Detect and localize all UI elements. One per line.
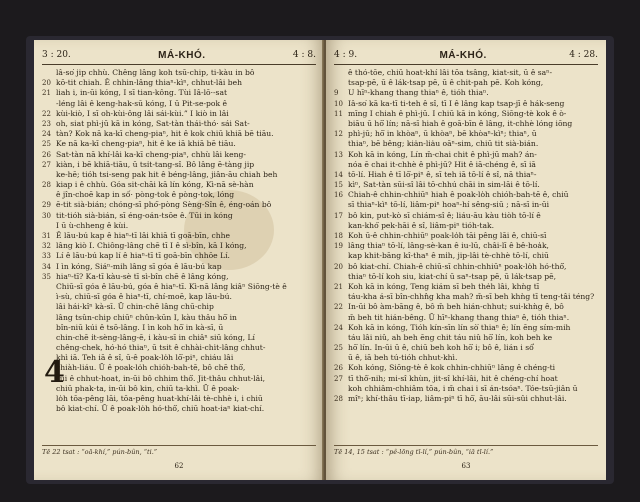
verse-number — [42, 221, 56, 231]
text-line — [334, 231, 598, 241]
text-line — [42, 78, 316, 88]
left-text-column — [42, 68, 316, 414]
text-line — [334, 302, 598, 312]
text-line — [42, 119, 316, 129]
line-text: I ū ù-chheng ê kùi. — [56, 220, 129, 230]
line-text: bô kin, put-kò sī chiám-sî ê; liáu-āu kàu tiòh tō-lí ê — [348, 210, 541, 220]
line-text: ū ê, iā beh tú-tióh chhut-khì. — [348, 353, 458, 363]
verse-number: 31 — [42, 232, 51, 240]
verse-number: 34 — [42, 262, 51, 271]
text-line — [42, 404, 316, 414]
text-line — [42, 333, 316, 343]
chapter-number: 4 — [44, 355, 65, 390]
text-line — [334, 353, 598, 363]
text-line — [42, 251, 316, 261]
text-line — [42, 150, 316, 160]
line-text: táu lâi niû, ah beh ēng chit táu niû hō͘ lín, koh beh ke — [348, 332, 553, 342]
text-line — [334, 363, 598, 373]
text-line — [42, 272, 316, 282]
verse-number — [334, 139, 348, 149]
line-text: Koh kā in kóng, Lín m̄-chai chit ê phì-jū mah? án- — [348, 149, 537, 159]
line-text: ì-sù, chiū-sī góa ê hiaⁿ-tī, chí-moē, kap lāu-bú. — [56, 292, 232, 302]
left-footnote: Tē 22 tsat : “oā-khí,” pún-bûn, “ti.” — [42, 445, 316, 456]
verse-number: 15 — [334, 181, 343, 190]
text-line — [334, 384, 598, 394]
line-text: kùi-kiò, I sī oh-kùi-ông lâi sái-kùi.” I kiò in lâi — [56, 108, 229, 118]
right-footnote: Tē 14, 15 tsat : “pê-lōng tī-lí,” pún-bûn, “iā tī-lí.” — [334, 445, 598, 456]
text-line — [42, 313, 316, 323]
line-text: lâ-so͘ jip chhù. Chêng lâng koh tsū-chip, ti-kàu in bô — [56, 68, 255, 77]
verse-number: 35 — [42, 272, 51, 281]
left-head-ref-end: 4 : 8. — [292, 50, 316, 60]
line-text: tsap-pē, ū ê lák-tsap pē, ū ê chit-pah pē. Koh kóng, — [348, 78, 544, 88]
verse-number: 20 — [334, 262, 343, 271]
line-text: Chiū-sī góa ê lāu-bú, góa ê hiaⁿ-tī. Kì-nā lâng kiâⁿ Siōng-tè ê — [56, 281, 287, 291]
verse-number: 26 — [42, 150, 51, 159]
verse-number — [334, 251, 348, 261]
verse-number: 27 — [334, 374, 343, 383]
right-head-ref-start: 4 : 9. — [334, 50, 358, 60]
line-text: sui ê chhut-hoat, in-ūi bô chhim thô͘. Jit-thâu chhut-lâi, — [56, 373, 266, 383]
text-line — [42, 200, 316, 210]
verse-number: 17 — [334, 211, 343, 220]
text-line — [334, 262, 598, 272]
verse-number — [42, 313, 56, 323]
verse-number: 28 — [334, 395, 343, 403]
verse-number: 26 — [334, 364, 343, 373]
line-text: ê thó-tōe, chiū hoat-khí lâi tōa tsâng, kiat-sit, ū ê saⁿ- — [348, 68, 553, 77]
text-line — [42, 170, 316, 180]
text-line — [42, 180, 316, 190]
text-line — [42, 221, 316, 231]
text-line — [334, 211, 598, 221]
text-line — [42, 190, 316, 200]
text-line — [42, 109, 316, 119]
line-text: tàn? Kok nā ka-kī cheng-piaⁿ, hit ê kok chiū khiā bē tiāu. — [56, 129, 274, 139]
right-text-column — [334, 68, 598, 404]
line-text: -léng lâi ê keng-hak-sū kóng, I ū Pit-se-pok ê — [56, 98, 227, 108]
text-line — [42, 262, 316, 272]
verse-number — [334, 313, 348, 323]
text-line — [334, 323, 598, 333]
line-text: thiaⁿ tō-lí koh siu, kiat-chí ū saⁿ-tsap pē, ū lák-tsap pē, — [348, 271, 557, 281]
verse-number: 18 — [334, 232, 343, 240]
text-line — [42, 323, 316, 333]
line-text: tit-tióh sià-bián, sī éng-oán-tsōe ê. Tūi in kóng — [56, 210, 233, 220]
verse-number: 33 — [42, 252, 51, 261]
verse-number — [334, 68, 348, 78]
text-line — [334, 78, 598, 88]
line-text: lâng thiaⁿ tō-lí, lâng-sè-kan ê iu-lū, châi-lī ê bê-hoa̍k, — [348, 241, 549, 251]
line-text: biāu ū hō͘ lín; nā-sī hiah ê goā-bīn ê lâng, it-chhè lóng iōng — [348, 118, 573, 128]
line-text: táu-kha á-sī bîn-chhn̂g kha mah? m̄-sī beh khǹg tī teng-tâi téng? — [348, 292, 595, 302]
verse-number — [42, 68, 56, 78]
left-running-head — [42, 48, 316, 62]
line-text: Ke nā ka-kī cheng-piaⁿ, hit ê ke iā khiā bē tiāu. — [56, 139, 236, 149]
line-text: I ìn kóng, Siáⁿ-mih lâng sī góa ê lāu-bú kap — [56, 261, 222, 271]
line-text: lâng kiò I. Chiông-lâng chē tī I ê sì-bîn, kā I kóng, — [56, 241, 247, 251]
text-line — [334, 333, 598, 343]
line-text: Chiah-ê chhin-chhiūⁿ hiah ê poak-lo̍h chióh-bah-tē ê, chiū — [348, 190, 569, 200]
text-line — [334, 374, 598, 384]
verse-number — [334, 200, 348, 210]
verse-number: 29 — [42, 201, 51, 210]
right-running-head — [334, 48, 598, 62]
text-line — [334, 313, 598, 323]
text-line — [334, 139, 598, 149]
right-page-number: 63 — [461, 462, 471, 470]
text-line — [334, 221, 598, 231]
line-text: liah i, in-ūi kóng, I sī tian-kông. Tùi Iâ-lō·-sat — [56, 88, 228, 98]
verse-number — [42, 292, 56, 302]
line-text: Ê lāu-bú kap ê hiaⁿ-tī lâi khiā tī goā-bīn, chhe — [56, 231, 231, 240]
text-line — [42, 241, 316, 251]
text-line — [42, 160, 316, 170]
text-line — [334, 251, 598, 261]
line-text: chin-chē i̍t-sèng-lâng-ē, i kàu-sī in chiâⁿ siū kóng, Lí — [56, 332, 255, 342]
right-head-ref-end: 4 : 28. — [569, 50, 598, 60]
text-line — [42, 374, 316, 384]
text-line — [42, 211, 316, 221]
text-line — [334, 343, 598, 353]
verse-number — [334, 353, 348, 363]
line-text: kan-khó͘ pek-hāi ê sî, liâm-piⁿ tióh-tak. — [348, 220, 495, 230]
verse-number: 32 — [42, 242, 51, 251]
line-text: koh chhiâm-chhiâm tōa, i m̄ chai i sī án-tsóaⁿ. Tóe-tsū-jiân ū — [348, 383, 578, 393]
verse-number: 21 — [42, 89, 51, 98]
text-line — [42, 139, 316, 149]
line-text: Koh kā in kóng, Tióh kín-sīn lín sò͘ thiaⁿ ê; lín ēng sím-mih — [348, 322, 571, 332]
text-line — [334, 292, 598, 302]
text-line — [334, 282, 598, 292]
line-text: m̄ beh tit hián-bêng. Ū hīⁿ-khang thang thiaⁿ ê, tióh thiaⁿ. — [348, 312, 570, 322]
line-text: Sat-tàn nā khí-lâi ka-kī cheng-piaⁿ, chhù lâi keng- — [56, 149, 246, 159]
text-line — [334, 129, 598, 139]
text-line — [42, 363, 316, 373]
verse-number: 19 — [334, 242, 343, 251]
verse-number: 9 — [334, 89, 339, 98]
verse-number: 22 — [42, 109, 51, 118]
right-head-title: MÁ-KHÓ. — [439, 49, 487, 61]
text-line — [334, 190, 598, 200]
line-text: nóa ē chai it-chhè ê phì-jū? Hit ê iā-chéng ê, sī iā — [348, 159, 536, 169]
text-line — [334, 200, 598, 210]
right-head-rule — [334, 64, 598, 65]
line-text: mîⁿ; khí-thâu tī-iap, liâm-piⁿ tī hō͘, āu-lâi sūi-sûi chhut-lâi. — [348, 394, 567, 403]
verse-number: 23 — [42, 119, 51, 128]
line-text: lâi hái-kîⁿ kà-sī. Ū chin-chē lâng chū-chip — [56, 302, 214, 312]
verse-number — [42, 333, 56, 343]
text-line — [334, 160, 598, 170]
line-text: Koh kā in kóng, Teng kiám sī beh the̍h lâi, khǹg tī — [348, 281, 540, 291]
line-text: ke-hē; tióh tsi-seng pak hit ê béng-lâng, jiân-āu chiah beh — [56, 169, 278, 179]
text-line — [334, 394, 598, 404]
verse-number — [42, 302, 56, 312]
left-page — [34, 40, 325, 480]
line-text: ê jîn-choē kap in số· pòng-tok ê pòng-tok, lóng — [56, 190, 235, 200]
text-line — [42, 68, 316, 78]
text-line — [42, 292, 316, 302]
verse-number: 25 — [42, 140, 51, 149]
line-text: bîn-niū kúi ê tsō-lâng. I ìn koh hō͘ in kà-sī, ū — [56, 322, 224, 332]
verse-number: 28 — [42, 181, 51, 190]
verse-number — [42, 99, 56, 109]
verse-number: 16 — [334, 191, 343, 200]
text-line — [42, 384, 316, 394]
text-line — [334, 241, 598, 251]
line-text: tō-lí. Hiah ê tī lō͘-piⁿ ê, sī teh iā tō-lí ê sî, nā thiaⁿ- — [348, 169, 537, 179]
verse-number: 14 — [334, 170, 343, 179]
text-line — [334, 99, 598, 109]
verse-number: 11 — [334, 109, 343, 118]
line-text: chiàh-liáu. Ū ê poak-lo̍h chióh-bah-tē, bô chē thô͘, — [56, 363, 246, 373]
verse-number — [334, 333, 348, 343]
text-line — [334, 170, 598, 180]
verse-number — [334, 384, 348, 394]
line-text: Lí ê lāu-bú kap lí ê hiaⁿ-tī tī goā-bīn chhōe Lí. — [56, 251, 230, 261]
line-text: Iâ-so͘ kā ka-tī ti-teh ê sî, tī I ê lâng kap tsap-jī ê hák-seng — [348, 98, 565, 108]
verse-number — [334, 272, 348, 282]
line-text: phì-jū; hō͘ in khòaⁿ, ū khòaⁿ, bē khòaⁿ-kìⁿ; thiaⁿ, ū — [348, 129, 537, 139]
line-text: bô kiat-chí. Ū ê poak-lo̍h hó-thô͘, chiū hoat-iaⁿ kiat-chí. — [56, 404, 265, 414]
line-text: bô kiat-chí. Chiah-ê chiū-sī chhin-chhiūⁿ poak-lo̍h hó-thô͘, — [348, 261, 567, 271]
verse-number — [42, 190, 56, 200]
line-text: kiàn, i bē khiā-tiāu, ū tsi̍t-tang-sî. Bô lâng ē-tàng jip — [56, 159, 255, 169]
line-text: Koh kóng, Siōng-tè ê kok chhin-chhiūⁿ lâng ê chéng-ti — [348, 363, 556, 373]
text-line — [334, 68, 598, 78]
text-line — [42, 231, 316, 241]
left-head-rule — [42, 64, 316, 65]
text-line — [334, 180, 598, 190]
right-page — [326, 40, 606, 480]
verse-number: 12 — [334, 130, 343, 139]
verse-number: 27 — [42, 160, 51, 169]
line-text: lo̍h tōa-pêng lāi, tōa-pêng huat-khí-lâi tè-chhè i, i chiū — [56, 394, 263, 403]
verse-number: 24 — [334, 323, 343, 332]
line-text: kō-tit chiah. Ê chhin-lâng thiaⁿ-kìⁿ, chhut-lâi beh — [56, 78, 242, 88]
text-line — [334, 88, 598, 98]
verse-number — [42, 404, 56, 414]
line-text: sī thiaⁿ-kìⁿ tō-lí, liâm-piⁿ hoaⁿ-hí sêng-siū ; nā-sī in-ūi — [348, 200, 550, 210]
text-line — [334, 272, 598, 282]
line-text: mīng I chiah ê phì-jū. I chiū kā in kóng, Siōng-tè kok ê ò- — [348, 108, 567, 118]
verse-number: 21 — [334, 282, 343, 291]
verse-number — [42, 170, 56, 180]
verse-number: 24 — [42, 130, 51, 139]
verse-number — [42, 282, 56, 292]
text-line — [42, 394, 316, 404]
line-text: chiū phak-ta, in-ūi bô kin, chiū ta-khì. Ū ê poak- — [56, 383, 240, 393]
verse-number — [334, 78, 348, 88]
line-text: hiaⁿ-tī? Ka-tī kàu-sè tī sì-bîn chē ê lâng kóng, — [56, 271, 229, 281]
text-line — [334, 119, 598, 129]
text-line — [42, 353, 316, 363]
verse-number — [334, 292, 348, 302]
left-page-number: 62 — [174, 462, 184, 470]
line-text: lâng tsûn-chip chiūⁿ chûn-kūn I, kàu thâu hō͘ in — [56, 312, 237, 322]
verse-number: 13 — [334, 150, 343, 159]
text-line — [42, 129, 316, 139]
text-line — [42, 99, 316, 109]
line-text: kap khit-bāng kî-thaⁿ ê mi̍h, jip-lâi tè-chhè tō-lí, chiū — [348, 251, 549, 261]
verse-number: 25 — [334, 344, 343, 353]
verse-number — [42, 394, 56, 404]
text-line — [334, 109, 598, 119]
line-text: kiap i ê chhù. Góa sit-chāi kā lín kóng, Kì-nā sè-hàn — [56, 180, 254, 190]
line-text: thiaⁿ, bē bêng; kia̍n-lia̍u oāⁿ-sim, chiū tit sià-bián. — [348, 139, 539, 149]
left-head-ref-start: 3 : 20. — [42, 50, 71, 60]
text-line — [42, 88, 316, 98]
verse-number — [42, 323, 56, 333]
verse-number — [334, 221, 348, 231]
line-text: oh, siat phì-jū kā in kóng, Sat-tàn thái-thó· sái Sat- — [56, 118, 250, 128]
line-text: chêng-chek, hó-hó thiaⁿ, ū tsit ê chhài-chi̍t-lâng chhut- — [56, 343, 266, 353]
left-head-title: MÁ-KHÓ. — [158, 49, 206, 61]
verse-number: 20 — [42, 79, 51, 88]
verse-number — [42, 343, 56, 353]
verse-number — [334, 119, 348, 129]
line-text: Koh ū-ê chhin-chhiūⁿ poak-lo̍h tāi pêng lāi ê, chiū-sī — [348, 231, 547, 240]
line-text: tī thô͘-nih; mi-sî khùn, jit-sî khí-lâi, hit ê chéng-chí hoat — [348, 373, 558, 383]
text-line — [42, 302, 316, 312]
verse-number: 22 — [334, 303, 343, 312]
verse-number — [334, 160, 348, 170]
verse-number: 30 — [42, 211, 51, 220]
line-text: In-ūi bô àm-bāng ê, bô m̄ beh hián-chhut; sui-khǹg ê, bô — [348, 302, 564, 312]
text-line — [334, 150, 598, 160]
line-text: kìⁿ, Sat-tàn sūi-sî lâi tō-chhú chāi in sim-lāi ê tō-lí. — [348, 180, 540, 190]
verse-number: 10 — [334, 99, 343, 108]
line-text: hō͘ lín. In-ūi ū ê, chiū beh koh hō͘ i; bô ê, lián i số͘ — [348, 343, 534, 353]
line-text: ē-tit sià-bián; chóng-sī phó͘-pòng Sèng-Sîn ê, éng-oán bô — [56, 200, 272, 210]
text-line — [42, 282, 316, 292]
line-text: U hīⁿ-khang thang thiaⁿ ê, tióh thiaⁿ. — [348, 88, 489, 98]
text-line — [42, 343, 316, 353]
line-text: khì iā. Teh iā ê sî, ū-ê poak-lo̍h lō͘-piⁿ, chiáu lâi — [56, 353, 234, 363]
